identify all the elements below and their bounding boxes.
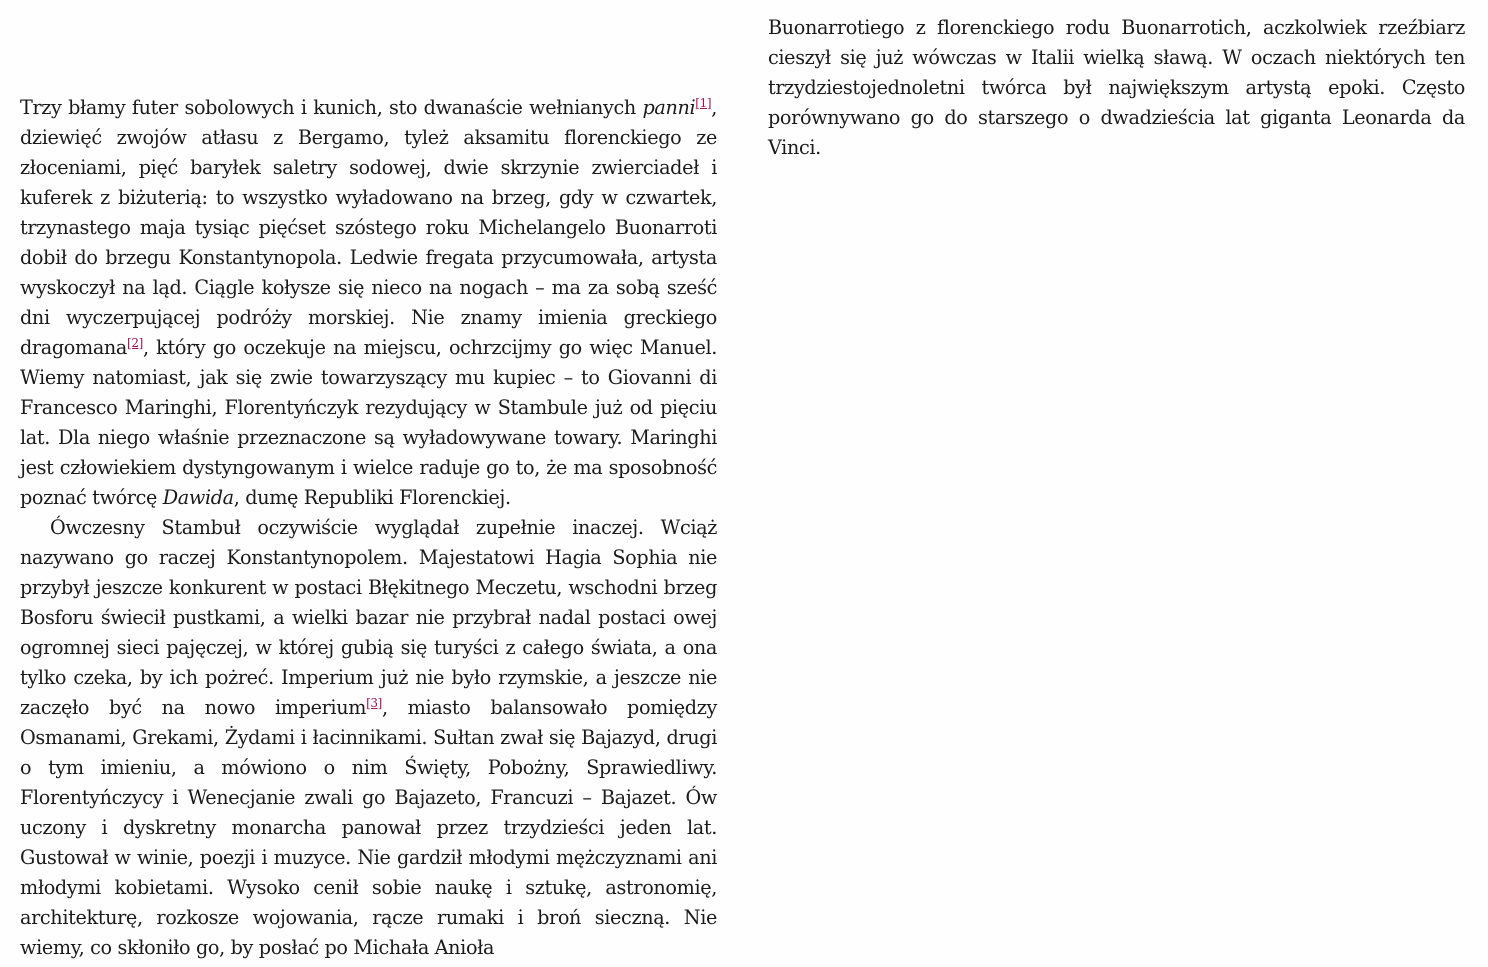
text-run: , miasto balansowało pomiędzy Osmanami, Grekami, Żydami i łacinnikami. Sułtan zwał się Bajazyd, drugi o tym imieniu, a mówiono o nim Święty, Pobożny, Sprawiedliwy. Florentyńczycy i Wenecjanie zwali go Bajazeto, Francuzi – Bajazet. Ów uczony i dyskretny monarcha panował przez trzydzieści jeden lat. Gustował w winie, poezji i muzyce. Nie gardził młodymi mężczyznami ani młodymi kobietami. Wysoko cenił sobie naukę i sztukę, astronomię, architekturę, rozkosze wojowania, rącze rumaki i broń sieczną. Nie wiemy, co skłoniło go, by posłać po Michała Anioła	[20, 696, 717, 959]
text-run: , dziewięć zwojów atłasu z Bergamo, tyleż aksamitu florenckiego ze złoceniami, pięć baryłek saletry sodowej, dwie skrzynie zwierciadeł i kuferek z biżuterią: to wszystko wyładowano na brzeg, gdy w czwartek, trzynastego maja tysiąc pięćset szóstego roku Michelangelo Buonarroti dobił do brzegu Konstantynopola. Ledwie fregata przycumowała, artysta wyskoczył na ląd. Ciągle kołysze się nieco na nogach – ma za sobą sześć dni wyczerpującej podróży morskiej. Nie znamy imienia greckiego dragomana	[20, 96, 717, 359]
text-run: Ówczesny Stambuł oczywiście wyglądał zupełnie inaczej. Wciąż nazywano go raczej Konstantynopolem. Majestatowi Hagia Sophia nie przybył jeszcze konkurent w postaci Błękitnego Meczetu, wschodni brzeg Bosforu świecił pustkami, a wielki bazar nie przybrał nadal postaci owej ogromnej sieci pajęczej, w której gubią się turyści z całego świata, a ona tylko czeka, by ich pożreć. Imperium już nie było rzymskie, a jeszcze nie zaczęło być na nowo imperium	[20, 516, 717, 719]
text-run: , dumę Republiki Florenckiej.	[233, 486, 511, 509]
text-run: , który go oczekuje na miejscu, ochrzcijmy go więc Manuel. Wiemy natomiast, jak się zwie towarzyszący mu kupiec – to Giovanni di Francesco Maringhi, Florentyńczyk rezydujący w Stambule już od pięciu lat. Dla niego właśnie przeznaczone są wyładowywane towary. Maringhi jest człowiekiem dystyngowanym i wielce raduje go to, że ma sposobność poznać twórcę	[20, 336, 717, 509]
text-run: Buonarrotiego z florenckiego rodu Buonarrotich, aczkolwiek rzeźbiarz cieszył się już wówczas w Italii wielką sławą. W oczach niektórych ten trzydziestojednoletni twórca był największym artystą epoki. Często porównywano go do starszego o dwadzieścia lat giganta Leonarda da Vinci.	[768, 16, 1465, 159]
text-run: Trzy błamy futer sobolowych i kunich, sto dwanaście wełnianych	[20, 96, 643, 119]
paragraph	[20, 513, 717, 963]
paragraph	[20, 93, 717, 513]
italic-term: panni	[642, 96, 696, 119]
footnote-link-2[interactable]: [2]	[127, 336, 143, 350]
paragraph	[768, 13, 1465, 163]
right-page-column	[768, 13, 1465, 163]
left-page-column	[20, 93, 717, 963]
footnote-link-1[interactable]: [1]	[695, 96, 712, 110]
footnote-link-3[interactable]: [3]	[366, 696, 383, 710]
italic-title: Dawida	[162, 486, 234, 509]
